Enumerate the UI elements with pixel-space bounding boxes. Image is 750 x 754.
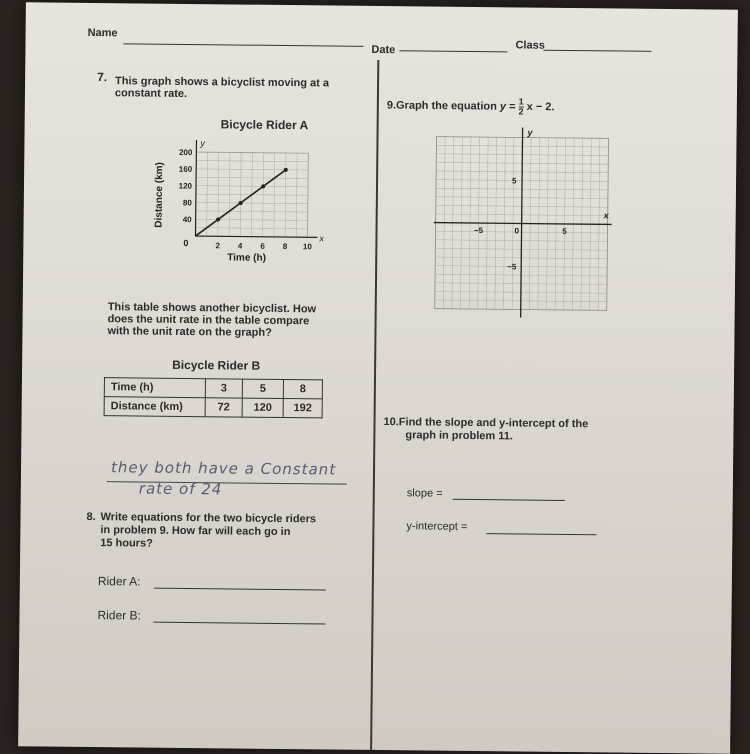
name-label: Name <box>87 26 118 40</box>
q10-line2: graph in problem 11. <box>405 429 514 443</box>
rider-b-label: Rider B: <box>97 608 141 623</box>
chart-y-axis <box>195 140 196 236</box>
table-cell: Time (h) <box>104 378 205 398</box>
grid-origin-label: 0 <box>514 226 520 236</box>
q7-followup-line1: This table shows another bicyclist. How <box>107 301 317 316</box>
slope-label: slope = <box>406 487 443 500</box>
table-row-distance <box>104 397 322 418</box>
table-cell: 192 <box>283 399 322 418</box>
name-line[interactable] <box>123 43 363 47</box>
table-b-title: Bicycle Rider B <box>172 357 261 373</box>
grid-y-axis <box>521 128 523 318</box>
handwritten-answer-line2: rate of 24 <box>138 479 223 499</box>
q9-grid-lines <box>433 127 613 319</box>
chart-x-tick-label: 8 <box>282 241 288 252</box>
table-cell: 5 <box>242 379 283 398</box>
slope-answer-line[interactable] <box>453 499 565 501</box>
rider-a-chart <box>133 113 325 285</box>
q9-eq-tail: x − 2. <box>526 100 555 114</box>
rider-b-answer-line[interactable] <box>153 622 325 625</box>
date-line[interactable] <box>399 50 507 52</box>
q9-eq-y: y <box>499 100 507 113</box>
y-intercept-answer-line[interactable] <box>486 533 596 535</box>
q7-number: 7. <box>97 70 108 85</box>
y-intercept-label: y-intercept = <box>406 520 468 533</box>
rider-a-plot-area <box>153 117 325 265</box>
q8-number: 8. <box>86 510 96 524</box>
q10-line1: 10.Find the slope and y-intercept of the <box>383 416 589 431</box>
grid-x-axis <box>434 223 612 225</box>
chart-y-tick-label: 80 <box>182 198 192 208</box>
handwritten-answer-line1: they both have a Constant <box>110 458 337 479</box>
q7-followup-line3: with the unit rate on the graph? <box>107 325 272 339</box>
chart-x-tick-label: 4 <box>237 241 243 251</box>
table-cell: 8 <box>283 380 322 399</box>
chart-title: Bicycle Rider A <box>220 117 309 133</box>
chart-x-axis <box>195 236 317 237</box>
chart-x-tick-label: 6 <box>260 241 265 251</box>
grid-x-neg5-label: −5 <box>473 225 484 236</box>
q9-eq-numerator: 1 <box>518 96 524 107</box>
q9-eq-equals: = <box>509 100 516 113</box>
chart-origin-label: 0 <box>183 237 189 249</box>
grid-y-neg5-label: −5 <box>507 262 517 272</box>
q7-followup-line2: does the unit rate in the table compare <box>107 313 310 328</box>
chart-x-tick-label: 2 <box>215 241 221 251</box>
grid-y-axis-letter: y <box>527 127 533 138</box>
grid-x-pos5-label: 5 <box>562 226 567 236</box>
chart-y-tick-label: 160 <box>178 164 193 174</box>
rider-b-table <box>104 377 323 418</box>
chart-y-tick-label: 120 <box>178 181 193 191</box>
grid-x-axis-letter: x <box>603 210 609 221</box>
chart-y-axis-letter: y <box>200 138 206 149</box>
q9-coordinate-grid[interactable] <box>430 125 628 339</box>
date-label: Date <box>371 43 396 57</box>
column-divider <box>370 60 379 750</box>
q7-prompt-line1: This graph shows a bicyclist moving at a <box>115 75 330 90</box>
q8-line2: in problem 9. How far will each go in <box>100 524 291 539</box>
rider-a-answer-line[interactable] <box>154 588 326 591</box>
grid-y-pos5-label: 5 <box>512 176 517 186</box>
table-cell: 120 <box>242 398 283 417</box>
q9-prompt-text: 9.Graph the equation <box>386 99 497 113</box>
chart-x-axis-letter: x <box>319 233 325 244</box>
table-cell: Distance (km) <box>104 397 205 417</box>
q8-line1: Write equations for the two bicycle riders <box>100 511 317 526</box>
rider-a-label: Rider A: <box>97 574 141 589</box>
q9-prompt <box>387 96 555 117</box>
q9-eq-denominator: 2 <box>518 106 524 117</box>
table-row-time <box>104 378 322 399</box>
chart-x-tick-label: 10 <box>302 242 312 252</box>
chart-x-axis-label: Time (h) <box>227 252 267 264</box>
class-line[interactable] <box>543 50 651 52</box>
class-label: Class <box>515 39 545 52</box>
chart-y-axis-label: Distance (km) <box>153 162 166 228</box>
chart-y-tick-label: 40 <box>182 215 192 225</box>
table-cell: 3 <box>205 379 242 398</box>
q8-line3: 15 hours? <box>100 537 153 550</box>
q7-prompt-line2: constant rate. <box>114 87 188 100</box>
worksheet-page <box>18 2 738 753</box>
q9-eq-fraction <box>519 97 524 116</box>
chart-y-tick-label: 200 <box>178 147 193 158</box>
table-cell: 72 <box>205 398 242 417</box>
